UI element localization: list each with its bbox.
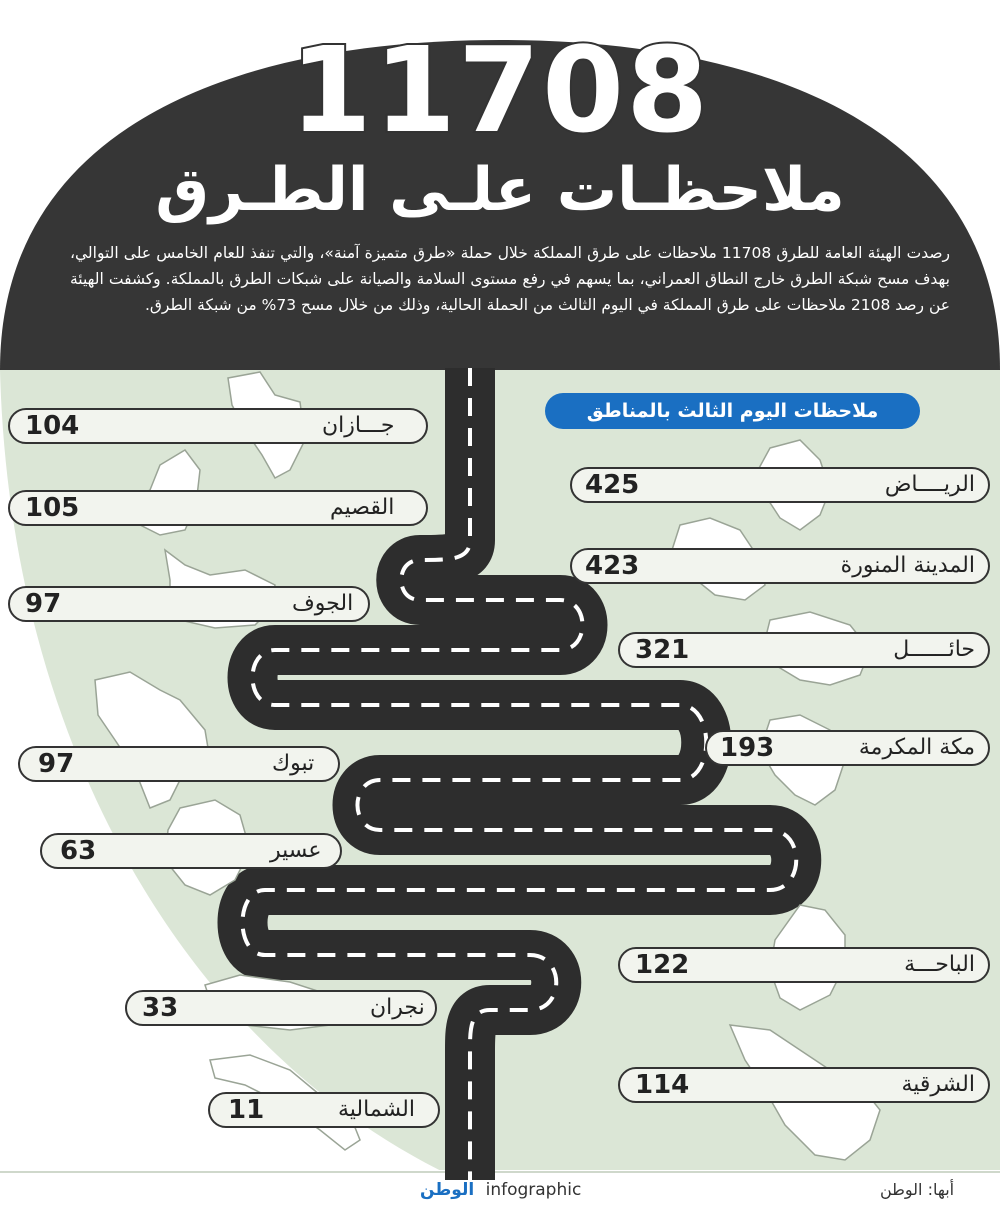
region-value-madinah: 423	[585, 551, 640, 581]
region-value-tabuk: 97	[38, 749, 75, 779]
footer-credit: أبها: الوطن	[880, 1180, 955, 1199]
region-value-qassim: 105	[25, 493, 80, 523]
region-value-northern: 11	[228, 1095, 265, 1125]
headline-title: ملاحظـات علـى الطـرق	[155, 155, 845, 225]
region-label-asir: عسير	[270, 838, 322, 863]
footer-brand	[420, 1180, 581, 1200]
footer-infographic-label: infographic	[485, 1180, 582, 1200]
region-value-eastern: 114	[635, 1070, 690, 1100]
region-label-madinah: المدينة المنورة	[840, 553, 975, 578]
region-value-jouf: 97	[25, 589, 62, 619]
region-value-baha: 122	[635, 950, 690, 980]
intro-paragraph: رصدت الهيئة العامة للطرق 11708 ملاحظات على طرق المملكة خلال حملة «طرق متميزة آمنة»، والتي تنفذ للعام الخامس على التوالي، بهدف مسح شبكة الطرق خارج النطاق العمراني، بما يسهم في رفع مستوى السلامة والصيانة على شبكات الطرق بالمملكة. وكشفت الهيئة عن رصد 2108 ملاحظات على طرق المملكة في اليوم الثالث من الحملة الحالية، وذلك من خلال مسح 73% من شبكة الطرق.	[70, 244, 950, 314]
region-label-eastern: الشرقية	[901, 1072, 975, 1097]
region-label-najran: نجران	[370, 995, 425, 1020]
section-title-badge: ملاحظات اليوم الثالث بالمناطق	[545, 393, 920, 429]
region-value-hail: 321	[635, 635, 690, 665]
region-label-baha: الباحـــة	[904, 952, 975, 977]
region-value-makkah: 193	[720, 733, 775, 763]
region-label-makkah: مكة المكرمة	[858, 735, 975, 760]
brand-logo: الوطن	[420, 1180, 475, 1200]
region-label-northern: الشمالية	[338, 1097, 415, 1122]
region-label-jouf: الجوف	[292, 591, 354, 616]
region-value-asir: 63	[60, 836, 97, 866]
region-value-riyadh: 425	[585, 470, 640, 500]
headline-number: 11708	[289, 21, 711, 159]
region-label-hail: حائــــــل	[893, 637, 975, 662]
region-label-tabuk: تبوك	[272, 751, 315, 776]
region-label-riyadh: الريــــاض	[884, 472, 975, 497]
region-label-qassim: القصيم	[330, 495, 395, 520]
region-value-jazan: 104	[25, 411, 80, 441]
region-label-jazan: جـــازان	[322, 413, 395, 438]
region-value-najran: 33	[142, 993, 179, 1023]
